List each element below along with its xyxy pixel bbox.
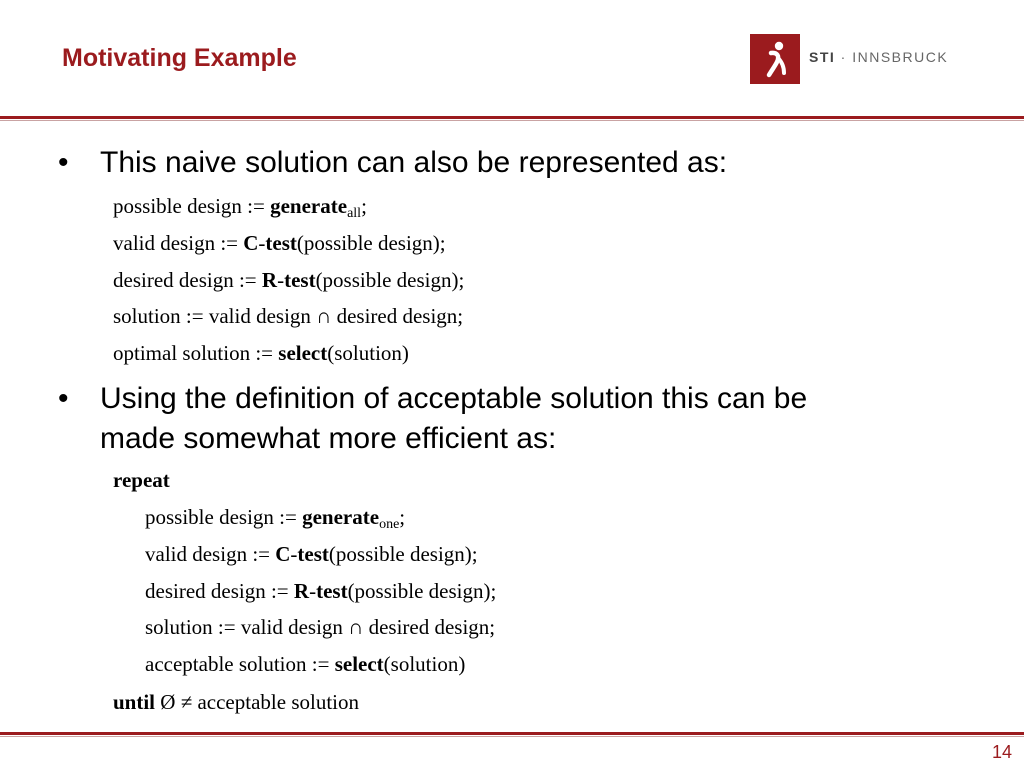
code-text: valid design := (145, 542, 276, 566)
code-keyword: generate (270, 194, 348, 218)
code-line (113, 303, 463, 329)
bullet-dot: • (58, 382, 69, 415)
code-text: - (309, 579, 317, 603)
bullet-1-text: This naive solution can also be represented as: (100, 146, 728, 179)
slide-title: Motivating Example (62, 44, 297, 72)
code-keyword: select (334, 652, 384, 676)
code-keyword: C (275, 542, 291, 566)
code-line (113, 193, 367, 219)
code-text: ; (361, 194, 367, 218)
code-keyword: test (316, 579, 348, 603)
code-text: (possible design); (347, 579, 497, 603)
code-keyword: C (243, 231, 259, 255)
code-text: desired design := (145, 579, 294, 603)
code-line (113, 689, 359, 715)
code-keyword: R (261, 268, 278, 292)
code-line (113, 230, 446, 256)
code-text: (solution) (327, 341, 409, 365)
code-text: - (258, 231, 266, 255)
code-text: - (277, 268, 285, 292)
code-line (145, 614, 495, 640)
code-text: valid design := (113, 231, 244, 255)
footer-divider (0, 732, 1024, 735)
bullet-dot: • (58, 146, 69, 179)
code-text: solution := valid design ∩ desired design; (145, 615, 496, 639)
code-text: (possible design); (296, 231, 446, 255)
code-subscript: all (347, 206, 362, 221)
code-text: (possible design); (328, 542, 478, 566)
sti-logo-icon (750, 34, 800, 84)
code-keyword: test (284, 268, 316, 292)
code-line (113, 340, 409, 366)
code-line (113, 467, 170, 493)
bullet-2-text-line1: Using the definition of acceptable solution this can be (100, 382, 808, 415)
header-divider (0, 116, 1024, 119)
code-line (113, 267, 464, 293)
code-keyword: R (293, 579, 310, 603)
code-keyword: test (297, 542, 329, 566)
code-text: (possible design); (315, 268, 465, 292)
bullet-1 (58, 143, 940, 183)
logo-brand: STI (809, 49, 836, 65)
logo-wordmark (809, 49, 948, 65)
code-keyword: repeat (113, 468, 170, 492)
code-line (145, 651, 465, 677)
code-keyword: select (278, 341, 328, 365)
code-text: solution := valid design ∩ desired design; (113, 304, 464, 328)
code-text: acceptable solution := (145, 652, 335, 676)
bullet-2 (58, 379, 940, 459)
page-number: 14 (991, 742, 1012, 762)
code-line (145, 578, 496, 604)
logo-name: INNSBRUCK (852, 49, 949, 65)
code-text: possible design := (113, 194, 271, 218)
code-text: possible design := (145, 505, 303, 529)
code-text: ; (399, 505, 406, 529)
code-text: optimal solution := (113, 341, 279, 365)
code-line (145, 541, 478, 567)
logo-separator: · (835, 49, 853, 65)
code-keyword: until (113, 690, 156, 714)
footer-divider-thin (0, 736, 1024, 737)
code-text: - (290, 542, 298, 566)
code-text: desired design := (113, 268, 262, 292)
code-keyword: generate (302, 505, 380, 529)
bullet-2-text-line2: made somewhat more efficient as: (100, 422, 557, 455)
code-subscript: one (379, 517, 400, 532)
code-line (145, 504, 405, 530)
code-text: (solution) (383, 652, 466, 676)
code-text: Ø ≠ acceptable solution (155, 690, 359, 714)
code-keyword: test (265, 231, 297, 255)
header-divider-thin (0, 120, 1024, 121)
